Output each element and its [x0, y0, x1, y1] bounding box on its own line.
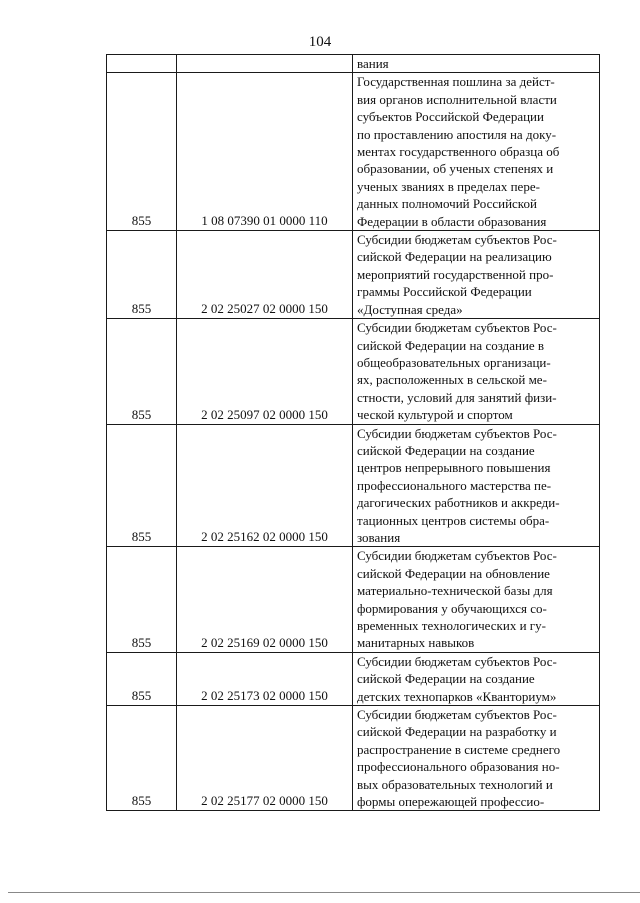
description-cell	[353, 55, 600, 73]
admin-code-cell	[107, 706, 177, 811]
admin-code: 855	[131, 213, 152, 229]
page-number: 104	[308, 34, 332, 50]
description-text	[353, 706, 599, 810]
classification-code: 2 02 25173 02 0000 150	[201, 688, 328, 704]
classification-code-cell	[177, 706, 353, 811]
description-line: по проставлению апостиля на доку-	[357, 126, 557, 142]
description-text	[353, 231, 599, 318]
classification-code-cell	[177, 231, 353, 319]
description-line: ческой культурой и спортом	[357, 407, 513, 423]
table-row	[107, 73, 600, 231]
description-line: центров непрерывного повышения	[357, 460, 551, 476]
admin-code-cell	[107, 55, 177, 73]
classification-code: 2 02 25162 02 0000 150	[201, 529, 328, 545]
description-cell	[353, 319, 600, 424]
classification-code-cell	[177, 73, 353, 231]
description-line: профессионального образования но-	[357, 759, 560, 775]
description-line: Субсидии бюджетам субъектов Рос-	[357, 232, 557, 248]
description-line: формирования у обучающихся со-	[357, 600, 547, 616]
description-line: временных технологических и гу-	[357, 618, 546, 633]
description-line: Субсидии бюджетам субъектов Рос-	[357, 653, 557, 669]
description-line: вых образовательных технологий и	[357, 776, 553, 792]
description-line: общеобразовательных организаци-	[357, 354, 551, 370]
description-line: зования	[357, 529, 401, 545]
description-text	[353, 653, 599, 705]
classification-code: 2 02 25177 02 0000 150	[201, 793, 328, 809]
description-cell	[353, 231, 600, 319]
table-row	[107, 231, 600, 319]
budget-classification-table	[106, 54, 600, 811]
description-line: Субсидии бюджетам субъектов Рос-	[357, 548, 557, 564]
description-text	[353, 547, 599, 651]
description-line: сийской Федерации на создание	[357, 442, 535, 458]
description-line: тационных центров системы обра-	[357, 512, 550, 528]
classification-code-cell	[177, 55, 353, 73]
classification-code-cell	[177, 319, 353, 424]
description-line: материально-технической базы для	[357, 583, 553, 599]
admin-code: 855	[131, 406, 152, 422]
description-line: данных полномочий Российской	[357, 196, 537, 212]
description-line: манитарных навыков	[357, 635, 475, 651]
description-line: мероприятий государственной про-	[357, 266, 554, 282]
description-line: профессионального мастерства пе-	[357, 477, 552, 493]
description-text	[353, 425, 599, 547]
description-cell	[353, 706, 600, 811]
description-line: вания	[357, 56, 389, 71]
classification-code-cell	[177, 424, 353, 547]
bottom-rule	[8, 892, 640, 893]
description-line: Федерации в области образования	[357, 213, 547, 229]
admin-code-cell	[107, 231, 177, 319]
admin-code: 855	[131, 793, 152, 809]
admin-code: 855	[131, 688, 152, 704]
description-line: сийской Федерации на разработку и	[357, 724, 557, 740]
description-line: распространение в системе среднего	[357, 741, 561, 757]
table-body	[107, 55, 600, 811]
description-cell	[353, 424, 600, 547]
description-line: формы опережающей профессио-	[357, 794, 545, 810]
description-line: образовании, об ученых степенях и	[357, 161, 554, 177]
table-row	[107, 652, 600, 705]
admin-code-cell	[107, 424, 177, 547]
description-line: «Доступная среда»	[357, 301, 463, 317]
classification-code-cell	[177, 652, 353, 705]
description-cell	[353, 652, 600, 705]
admin-code-cell	[107, 547, 177, 652]
description-line: вия органов исполнительной власти	[357, 91, 557, 107]
admin-code-cell	[107, 73, 177, 231]
table-row	[107, 547, 600, 652]
description-text	[353, 55, 599, 72]
description-line: стности, условий для занятий физи-	[357, 389, 557, 405]
description-line: Субсидии бюджетам субъектов Рос-	[357, 425, 557, 441]
table-row	[107, 55, 600, 73]
description-text	[353, 73, 599, 230]
classification-code: 2 02 25169 02 0000 150	[201, 634, 328, 650]
description-line: дагогических работников и аккреди-	[357, 495, 560, 511]
admin-code: 855	[131, 529, 152, 545]
description-line: Субсидии бюджетам субъектов Рос-	[357, 707, 557, 723]
admin-code-cell	[107, 652, 177, 705]
table-row	[107, 424, 600, 547]
table-row	[107, 319, 600, 424]
classification-code-cell	[177, 547, 353, 652]
admin-code: 855	[131, 301, 152, 317]
description-line: Государственная пошлина за дейст-	[357, 74, 555, 90]
description-line: сийской Федерации на реализацию	[357, 249, 552, 265]
description-line: сийской Федерации на создание в	[357, 337, 545, 353]
classification-code: 2 02 25027 02 0000 150	[201, 301, 328, 317]
description-line: субъектов Российской Федерации	[357, 109, 544, 125]
admin-code: 855	[131, 634, 152, 650]
description-line: сийской Федерации на создание	[357, 671, 535, 687]
description-line: детских технопарков «Кванториум»	[357, 688, 557, 704]
classification-code: 2 02 25097 02 0000 150	[201, 406, 328, 422]
description-line: ях, расположенных в сельской ме-	[357, 372, 547, 388]
description-line: сийской Федерации на обновление	[357, 565, 550, 581]
description-text	[353, 319, 599, 423]
table-row	[107, 706, 600, 811]
description-cell	[353, 73, 600, 231]
description-cell	[353, 547, 600, 652]
description-line: ученых званиях в пределах пере-	[357, 178, 540, 194]
classification-code: 1 08 07390 01 0000 110	[201, 213, 328, 229]
description-line: ментах государственного образца об	[357, 144, 560, 160]
description-line: граммы Российской Федерации	[357, 284, 532, 300]
admin-code-cell	[107, 319, 177, 424]
description-line: Субсидии бюджетам субъектов Рос-	[357, 320, 557, 336]
